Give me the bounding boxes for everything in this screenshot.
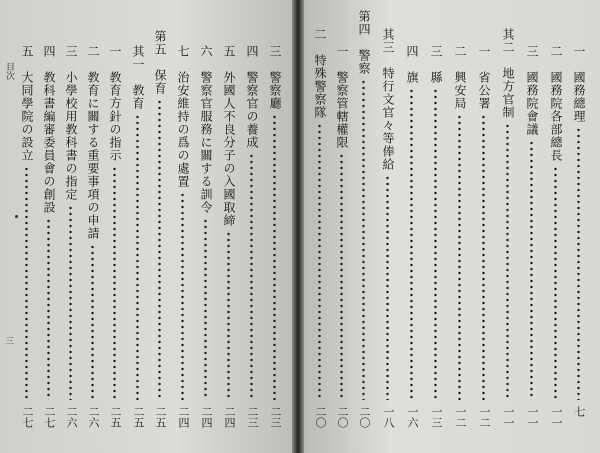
toc-entry[interactable] (149, 0, 171, 453)
side-mark: 三 (3, 336, 13, 345)
toc-entry[interactable] (473, 0, 495, 453)
toc-entry[interactable] (172, 0, 194, 453)
toc-page-number: 二三 (269, 406, 282, 428)
toc-entry-title: 其三 特行文官々等俸給 (381, 28, 395, 171)
dot-leader (227, 231, 230, 400)
toc-entry[interactable] (38, 0, 60, 453)
toc-page-number: 二六 (65, 406, 78, 428)
dot-leader (136, 114, 139, 400)
toc-page-number: 二〇 (314, 406, 327, 428)
dot-leader (113, 166, 116, 400)
toc-page-number: 一六 (406, 406, 419, 428)
toc-entry[interactable] (331, 0, 353, 453)
toc-page-number: 一一 (526, 406, 539, 428)
dot-leader (273, 114, 276, 400)
dot-leader (554, 166, 557, 400)
dot-leader (250, 153, 253, 400)
dot-leader (69, 205, 72, 400)
toc-entry-title: 一 國務總理 (572, 45, 586, 123)
dot-leader (386, 175, 389, 400)
toc-entry-title: 二 特殊警察隊 (313, 28, 327, 119)
toc-page-number: 一二 (478, 406, 491, 428)
toc-page-number: 二六 (87, 406, 100, 428)
toc-page-number: 二七 (21, 406, 34, 428)
toc-entry[interactable] (16, 0, 38, 453)
dot-leader (506, 123, 509, 400)
toc-entry-title: 第四 警察 (357, 10, 371, 75)
toc-entry[interactable] (568, 0, 590, 453)
dot-leader (25, 166, 28, 400)
toc-entry-title: 五 大同學院の設立 (20, 45, 34, 162)
toc-entry-title: 七 治安維持の爲の處置 (176, 45, 190, 188)
dot-leader (530, 140, 533, 400)
dot-leader (47, 218, 50, 400)
toc-page-number: 一三 (430, 406, 443, 428)
dot-leader (362, 79, 365, 400)
toc-entry-title: 一 省公署 (477, 45, 491, 110)
toc-page-number: 二七 (43, 406, 56, 428)
toc-entry-title: 三 國務院會議 (525, 45, 539, 136)
toc-entry[interactable] (401, 0, 423, 453)
toc-page-number: 一一 (502, 406, 515, 428)
toc-entry-title: 第五 保育 (153, 30, 167, 95)
running-header: 目次 (4, 62, 14, 80)
dot-leader (458, 114, 461, 400)
dot-leader (340, 153, 343, 400)
dot-leader (204, 218, 207, 400)
toc-entry[interactable] (82, 0, 104, 453)
toc-page-number: 二四 (223, 406, 236, 428)
toc-entry[interactable] (195, 0, 217, 453)
toc-entry-title: 三 小學校用教科書の指定 (64, 45, 78, 201)
dot-leader (410, 88, 413, 400)
toc-entry[interactable] (425, 0, 447, 453)
toc-page-number: 二〇 (358, 406, 371, 428)
toc-entry-title: 四 旗 (405, 45, 419, 84)
toc-entry[interactable] (241, 0, 263, 453)
dot-leader (577, 127, 580, 400)
toc-entry-title: 四 警察官の養成 (245, 45, 259, 149)
toc-entry-title: 一 警察管轄權限 (335, 45, 349, 149)
toc-entry[interactable] (218, 0, 240, 453)
dot-leader (482, 114, 485, 400)
toc-entry[interactable] (521, 0, 543, 453)
toc-entry[interactable] (377, 0, 399, 453)
toc-entry[interactable] (60, 0, 82, 453)
toc-entry-title: 其二 地方官制 (501, 28, 515, 119)
toc-entry[interactable] (309, 0, 331, 453)
toc-page-number: 二五 (154, 406, 167, 428)
toc-entry[interactable] (353, 0, 375, 453)
toc-page-number: 二四 (200, 406, 213, 428)
toc-page-number: 二四 (177, 406, 190, 428)
toc-page-number: 一八 (382, 406, 395, 428)
dot-leader (434, 88, 437, 400)
dot-leader (91, 244, 94, 400)
toc-page-number: 七 (573, 406, 586, 417)
toc-entry-title: 六 警察官服務に關する訓令 (199, 45, 213, 214)
toc-page-number: 一二 (454, 406, 467, 428)
book-gutter (292, 0, 304, 453)
toc-page-number: 二五 (109, 406, 122, 428)
toc-entry[interactable] (264, 0, 286, 453)
toc-entry[interactable] (127, 0, 149, 453)
toc-entry[interactable] (497, 0, 519, 453)
toc-entry[interactable] (104, 0, 126, 453)
toc-page-number: 二〇 (336, 406, 349, 428)
dot-leader (318, 123, 321, 400)
dot-leader (158, 99, 161, 400)
toc-page-number: 二三 (246, 406, 259, 428)
toc-entry-title: 三 警察廳 (268, 45, 282, 110)
toc-entry-title: 三 縣 (429, 45, 443, 84)
dot-leader (181, 192, 184, 400)
toc-page-number: 一一 (550, 406, 563, 428)
toc-page-number: 二五 (132, 406, 145, 428)
toc-entry-title: 二 教育に關する重要事項の申請 (86, 45, 100, 240)
toc-entry[interactable] (545, 0, 567, 453)
toc-entry[interactable] (449, 0, 471, 453)
toc-entry-title: 二 興安局 (453, 45, 467, 110)
toc-entry-title: 五 外國人不良分子の入國取締 (222, 45, 236, 227)
toc-entry-title: 二 國務院各部總長 (549, 45, 563, 162)
toc-entry-title: 其一 教育 (131, 45, 145, 110)
toc-entry-title: 四 教科書編審委員會の創設 (42, 45, 56, 214)
toc-entry-title: 一 教育方針の指示 (108, 45, 122, 162)
